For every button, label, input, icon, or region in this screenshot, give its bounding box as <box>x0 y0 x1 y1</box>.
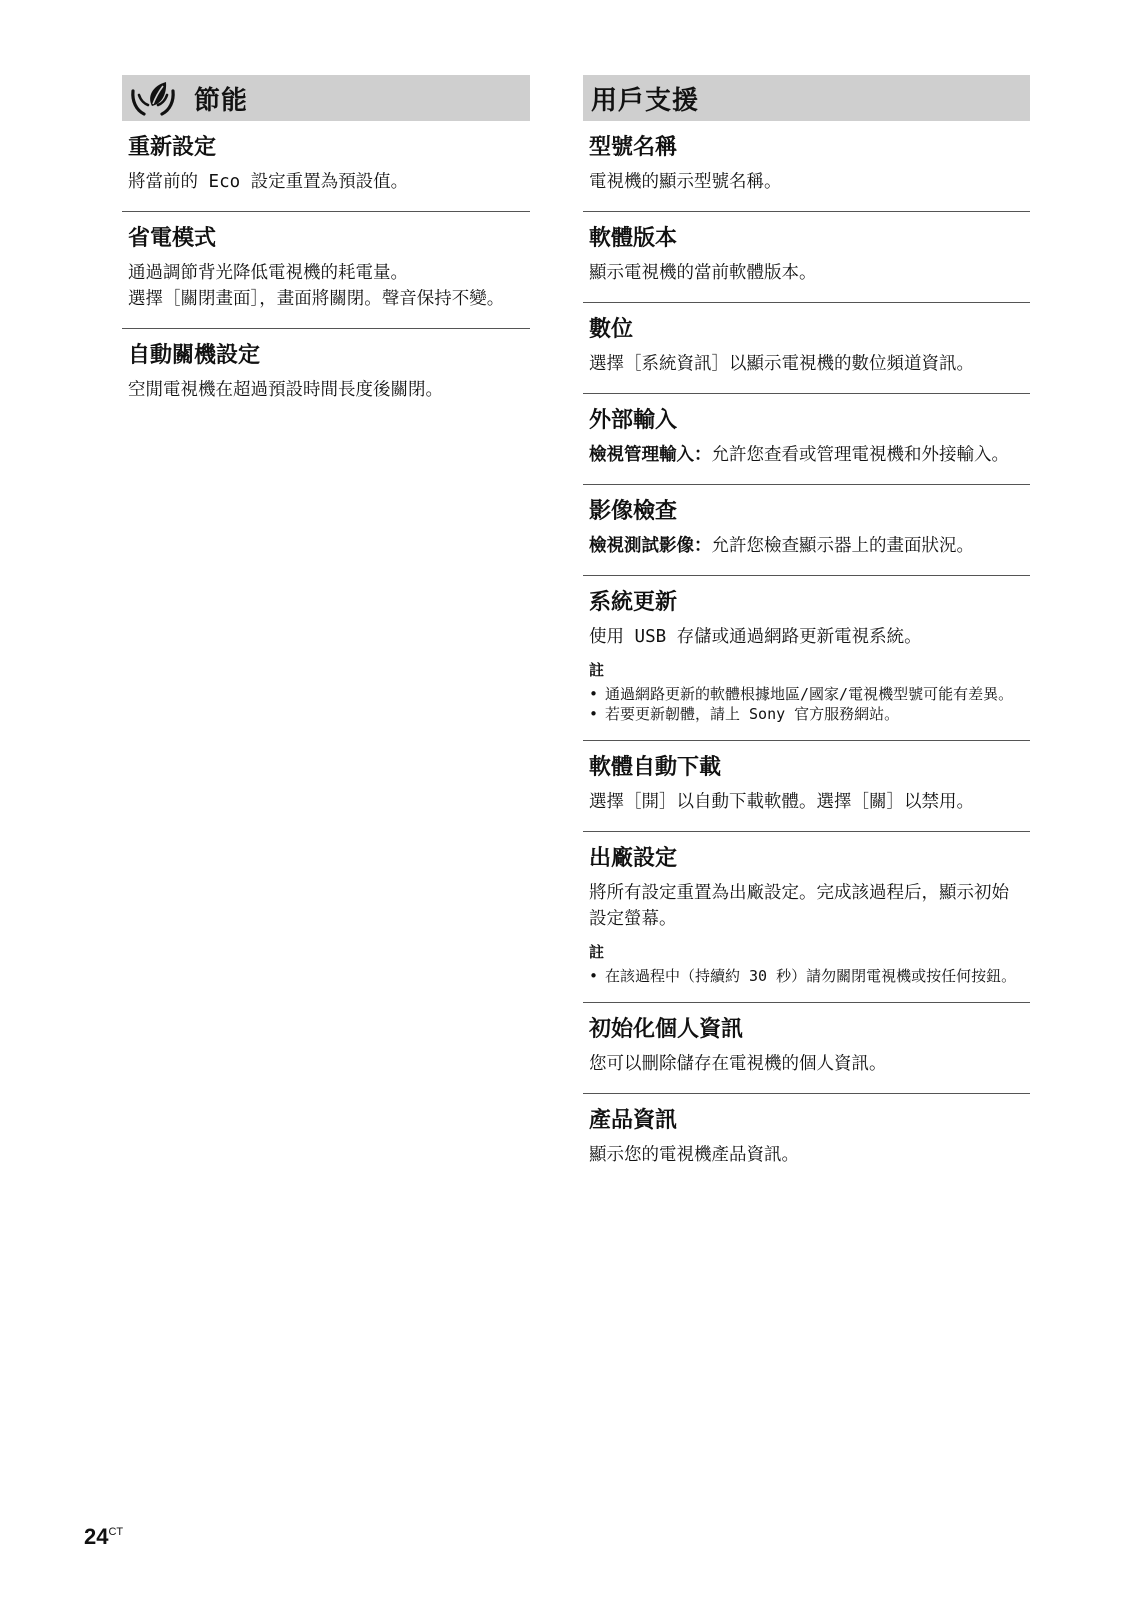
entry-text: 選擇［關閉畫面］，畫面將關閉。聲音保持不變。 <box>128 289 505 309</box>
entry-reset <box>122 121 530 212</box>
entry-picture-check <box>583 485 1030 576</box>
leaf-hands-icon <box>130 79 176 117</box>
entry-text: 顯示電視機的當前軟體版本。 <box>589 263 817 283</box>
entry-text: 顯示您的電視機產品資訊。 <box>589 1145 799 1165</box>
entry-text: 將所有設定重置為出廠設定。完成該過程后，顯示初始設定螢幕。 <box>589 883 1009 929</box>
section-title: 節能 <box>194 85 249 116</box>
entry-text: 將當前的 Eco 設定重置為預設值。 <box>128 172 409 192</box>
page-number <box>84 1524 123 1550</box>
entry-title: 自動關機設定 <box>128 343 261 368</box>
left-column <box>122 75 530 419</box>
entry-product-info <box>583 1094 1030 1184</box>
entry-title: 型號名稱 <box>589 135 678 160</box>
entry-text: 電視機的顯示型號名稱。 <box>589 172 782 192</box>
note-list <box>589 966 1024 986</box>
entry-text: 選擇［開］以自動下載軟體。選擇［關］以禁用。 <box>589 792 974 812</box>
note-title: 註 <box>589 943 605 961</box>
entry-reset-personal-info <box>583 1003 1030 1094</box>
entry-auto-off <box>122 329 530 419</box>
entry-model-name <box>583 121 1030 212</box>
page-number-value: 24 <box>84 1524 109 1549</box>
entry-title: 重新設定 <box>128 135 217 160</box>
entry-text: 使用 USB 存儲或通過網路更新電視系統。 <box>589 627 922 647</box>
entry-text: 允許您檢查顯示器上的畫面狀況。 <box>711 536 974 556</box>
entry-definition <box>589 533 1024 559</box>
entry-title: 外部輸入 <box>589 408 678 433</box>
entry-title: 軟體自動下載 <box>589 755 722 780</box>
entry-factory-reset <box>583 832 1030 1003</box>
note-title: 註 <box>589 661 605 679</box>
entry-title: 省電模式 <box>128 226 217 251</box>
note-item: • 通過網路更新的軟體根據地區/國家/電視機型號可能有差異。 <box>589 684 1024 704</box>
entry-term: 檢視測試影像： <box>589 536 712 556</box>
entry-system-update <box>583 576 1030 741</box>
note-item: • 若要更新韌體，請上 Sony 官方服務網站。 <box>589 704 1024 724</box>
page-number-suffix: CT <box>108 1526 124 1538</box>
entry-title: 產品資訊 <box>589 1108 678 1133</box>
entry-text: 選擇［系統資訊］以顯示電視機的數位頻道資訊。 <box>589 354 974 374</box>
right-column <box>583 75 1030 1184</box>
note-list <box>589 684 1024 724</box>
entry-external-inputs <box>583 394 1030 485</box>
entry-text: 通過調節背光降低電視機的耗電量。 <box>128 263 408 283</box>
entry-text: 空閒電視機在超過預設時間長度後關閉。 <box>128 380 443 400</box>
entry-power-saving <box>122 212 530 329</box>
section-title: 用戶支援 <box>591 85 700 116</box>
entry-title: 系統更新 <box>589 590 678 615</box>
entry-text: 允許您查看或管理電視機和外接輸入。 <box>711 445 1009 465</box>
entry-title: 軟體版本 <box>589 226 678 251</box>
entry-title: 數位 <box>589 317 634 342</box>
entry-software-version <box>583 212 1030 303</box>
entry-title: 出廠設定 <box>589 846 678 871</box>
entry-auto-download <box>583 741 1030 832</box>
entry-definition <box>589 442 1024 468</box>
entry-title: 初始化個人資訊 <box>589 1017 744 1042</box>
section-header-support <box>583 75 1030 121</box>
entry-text: 您可以刪除儲存在電視機的個人資訊。 <box>589 1054 887 1074</box>
section-header-eco <box>122 75 530 121</box>
entry-digital <box>583 303 1030 394</box>
entry-title: 影像檢查 <box>589 499 678 524</box>
entry-term: 檢視管理輸入： <box>589 445 712 465</box>
note-item: • 在該過程中（持續約 30 秒）請勿關閉電視機或按任何按鈕。 <box>589 966 1024 986</box>
